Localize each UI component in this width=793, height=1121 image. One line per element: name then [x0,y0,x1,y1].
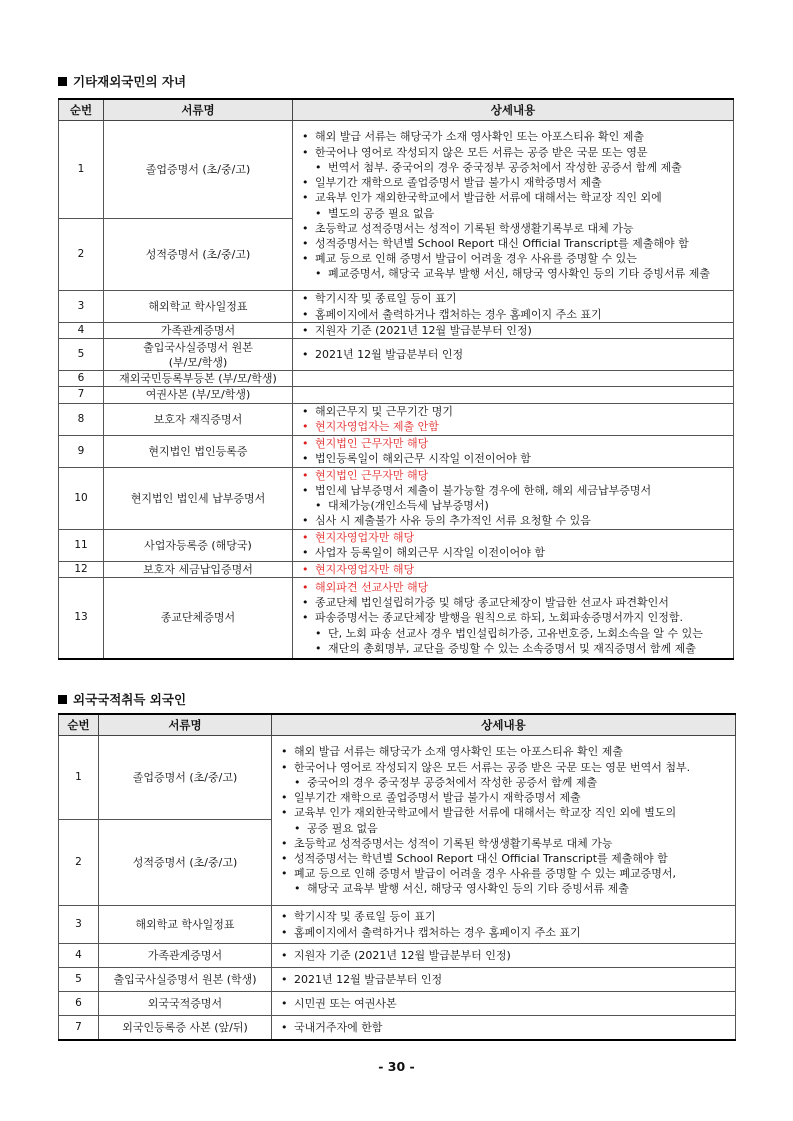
table-row: 1 졸업증명서 (초/중/고) • 해외 발급 서류는 해당국가 소재 영사확인 또는 아포스티유 확인 제출 • 한국어나 영어로 작성되지 않은 모든 서류는 공증 받은 국문 또는 영문 • 번역서 첨부. 중국어의 경우 중국정부 공증처에서 작성한 공증서 함께 제출 • 일부기간 재학으로 졸업증명서 발급 불가시 재학증명서 제출 • 교육부 인가 재외한국학교에서 발급한 서류에 대해서는 학교장 직인 외에 • 별도의 공증 필요 없음 • 초등학교 성적증명서는 성적이 기록된 학생생활기록부로 대체 가능 • 성적증명서는 학년별 School Report 대신 Official Transcript를 제출해야 함 • 폐교 등으로 인해 증명서 발급이 어려울 경우 사유를 증명할 수 있는 • 폐교증명서, 해당국 교육부 발행 서신, 해당국 영사확인 등의 기타 증빙서류 제출 [59,121,734,219]
table-row: 5 출입국사실증명서 원본 (부/모/학생) • 2021년 12월 발급분부터 인정 [59,339,734,371]
header-num: 순번 [59,714,99,736]
table-header-row [59,99,734,121]
table-row: 10 현지법인 법인세 납부증명서 • 현지법인 근무자만 해당 • 법인세 납부증명서 제출이 불가능할 경우에 한해, 해외 세금납부증명서 • 대체가능(개인소득세 납부증명서) • 심사 시 제출불가 사유 등의 추가적인 서류 요청할 수 있음 [59,467,734,529]
table-row: 1 졸업증명서 (초/중/고) • 해외 발급 서류는 해당국가 소재 영사확인 또는 아포스티유 확인 제출 • 한국어나 영어로 작성되지 않은 모든 서류는 공증 받은 국문 또는 영문 번역서 첨부. • 중국어의 경우 중국정부 공증처에서 작성한 공증서 함께 제출 • 일부기간 재학으로 졸업증명서 발급 불가시 재학증명서 제출 • 교육부 인가 재외한국학교에서 발급한 서류에 대해서는 학교장 직인 외에 별도의 • 공증 필요 없음 • 초등학교 성적증명서는 성적이 기록된 학생생활기록부로 대체 가능 • 성적증명서는 학년별 School Report 대신 Official Transcript를 제출해야 함 • 폐교 등으로 인해 증명서 발급이 어려울 경우 사유를 증명할 수 있는 폐교증명서, • 해당국 교육부 발행 서신, 해당국 영사확인 등의 기타 증빙서류 제출 [59,736,736,820]
table-row: 4 가족관계증명서 • 지원자 기준 (2021년 12월 발급분부터 인정) [59,944,736,968]
table-row: 5 출입국사실증명서 원본 (학생) • 2021년 12월 발급분부터 인정 [59,968,736,992]
table-row: 12 보호자 세금납입증명서 • 현지자영업자만 해당 [59,561,734,577]
table-row: 3 해외학교 학사일정표 • 학기시작 및 종료일 등이 표기 • 홈페이지에서 출력하거나 캡처하는 경우 홈페이지 주소 표기 [59,291,734,323]
header-name: 서류명 [104,99,293,121]
table-row: 4 가족관계증명서 • 지원자 기준 (2021년 12월 발급분부터 인정) [59,323,734,339]
section2-title: 외국국적취득 외국인 [58,690,186,708]
section1-title: 기타재외국민의 자녀 [58,72,186,90]
table-row: 6 외국국적증명서 • 시민권 또는 여권사본 [59,992,736,1016]
page-number: - 30 - [378,1059,415,1074]
table-row: 9 현지법인 법인등록증 • 현지법인 근무자만 해당 • 법인등록일이 해외근무 시작일 이전이어야 함 [59,435,734,467]
table-row: 3 해외학교 학사일정표 • 학기시작 및 종료일 등이 표기 • 홈페이지에서 출력하거나 캡처하는 경우 홈페이지 주소 표기 [59,906,736,944]
merged-detail-cell: • 해외 발급 서류는 해당국가 소재 영사확인 또는 아포스티유 확인 제출 • 한국어나 영어로 작성되지 않은 모든 서류는 공증 받은 국문 또는 영문 • 번역서 첨부. 중국어의 경우 중국정부 공증처에서 작성한 공증서 함께 제출 • 일부기간 재학으로 졸업증명서 발급 불가시 재학증명서 제출 • 교육부 인가 재외한국학교에서 발급한 서류에 대해서는 학교장 직인 외에 • 별도의 공증 필요 없음 • 초등학교 성적증명서는 성적이 기록된 학생생활기록부로 대체 가능 • 성적증명서는 학년별 School Report 대신 Official Transcript를 제출해야 함 • 폐교 등으로 인해 증명서 발급이 어려울 경우 사유를 증명할 수 있는 • 폐교증명서, 해당국 교육부 발행 서신, 해당국 영사확인 등의 기타 증빙서류 제출 [293,121,734,291]
table-row: 6 재외국민등록부등본 (부/모/학생) [59,371,734,387]
square-bullet-icon [58,77,67,86]
merged-detail-cell: • 해외 발급 서류는 해당국가 소재 영사확인 또는 아포스티유 확인 제출 • 한국어나 영어로 작성되지 않은 모든 서류는 공증 받은 국문 또는 영문 번역서 첨부. • 중국어의 경우 중국정부 공증처에서 작성한 공증서 함께 제출 • 일부기간 재학으로 졸업증명서 발급 불가시 재학증명서 제출 • 교육부 인가 재외한국학교에서 발급한 서류에 대해서는 학교장 직인 외에 별도의 • 공증 필요 없음 • 초등학교 성적증명서는 성적이 기록된 학생생활기록부로 대체 가능 • 성적증명서는 학년별 School Report 대신 Official Transcript를 제출해야 함 • 폐교 등으로 인해 증명서 발급이 어려울 경우 사유를 증명할 수 있는 폐교증명서, • 해당국 교육부 발행 서신, 해당국 영사확인 등의 기타 증빙서류 제출 [272,736,736,906]
header-detail: 상세내용 [272,714,736,736]
table-row: 2 성적증명서 (초/중/고) [59,820,736,906]
section1-table [58,98,734,660]
table-row: 13 종교단체증명서 • 해외파견 선교사만 해당 • 종교단체 법인설립허가증 및 해당 종교단체장이 발급한 선교사 파견확인서 • 파송증명서는 종교단체장 발행을 원칙으로 하되, 노회파송증명서까지 인정함. • 단, 노회 파송 선교사 경우 법인설립허가증, 고유번호증, 노회소속을 알 수 있는 • 재단의 총회명부, 교단을 증빙할 수 있는 소속증명서 및 재직증명서 함께 제출 [59,577,734,659]
table-row: 7 외국인등록증 사본 (앞/뒤) • 국내거주자에 한함 [59,1016,736,1040]
header-num: 순번 [59,99,104,121]
table-row: 8 보호자 재직증명서 • 해외근무지 및 근무기간 명기 • 현지자영업자는 제출 안함 [59,403,734,435]
square-bullet-icon [58,695,67,704]
table-header-row [59,714,736,736]
header-name: 서류명 [99,714,272,736]
header-detail: 상세내용 [293,99,734,121]
table-row: 2 성적증명서 (초/중/고) [59,219,734,291]
table-row: 11 사업자등록증 (해당국) • 현지자영업자만 해당 • 사업자 등록일이 해외근무 시작일 이전이어야 함 [59,529,734,561]
table-row: 7 여권사본 (부/모/학생) [59,387,734,403]
section2-table [58,713,736,1041]
